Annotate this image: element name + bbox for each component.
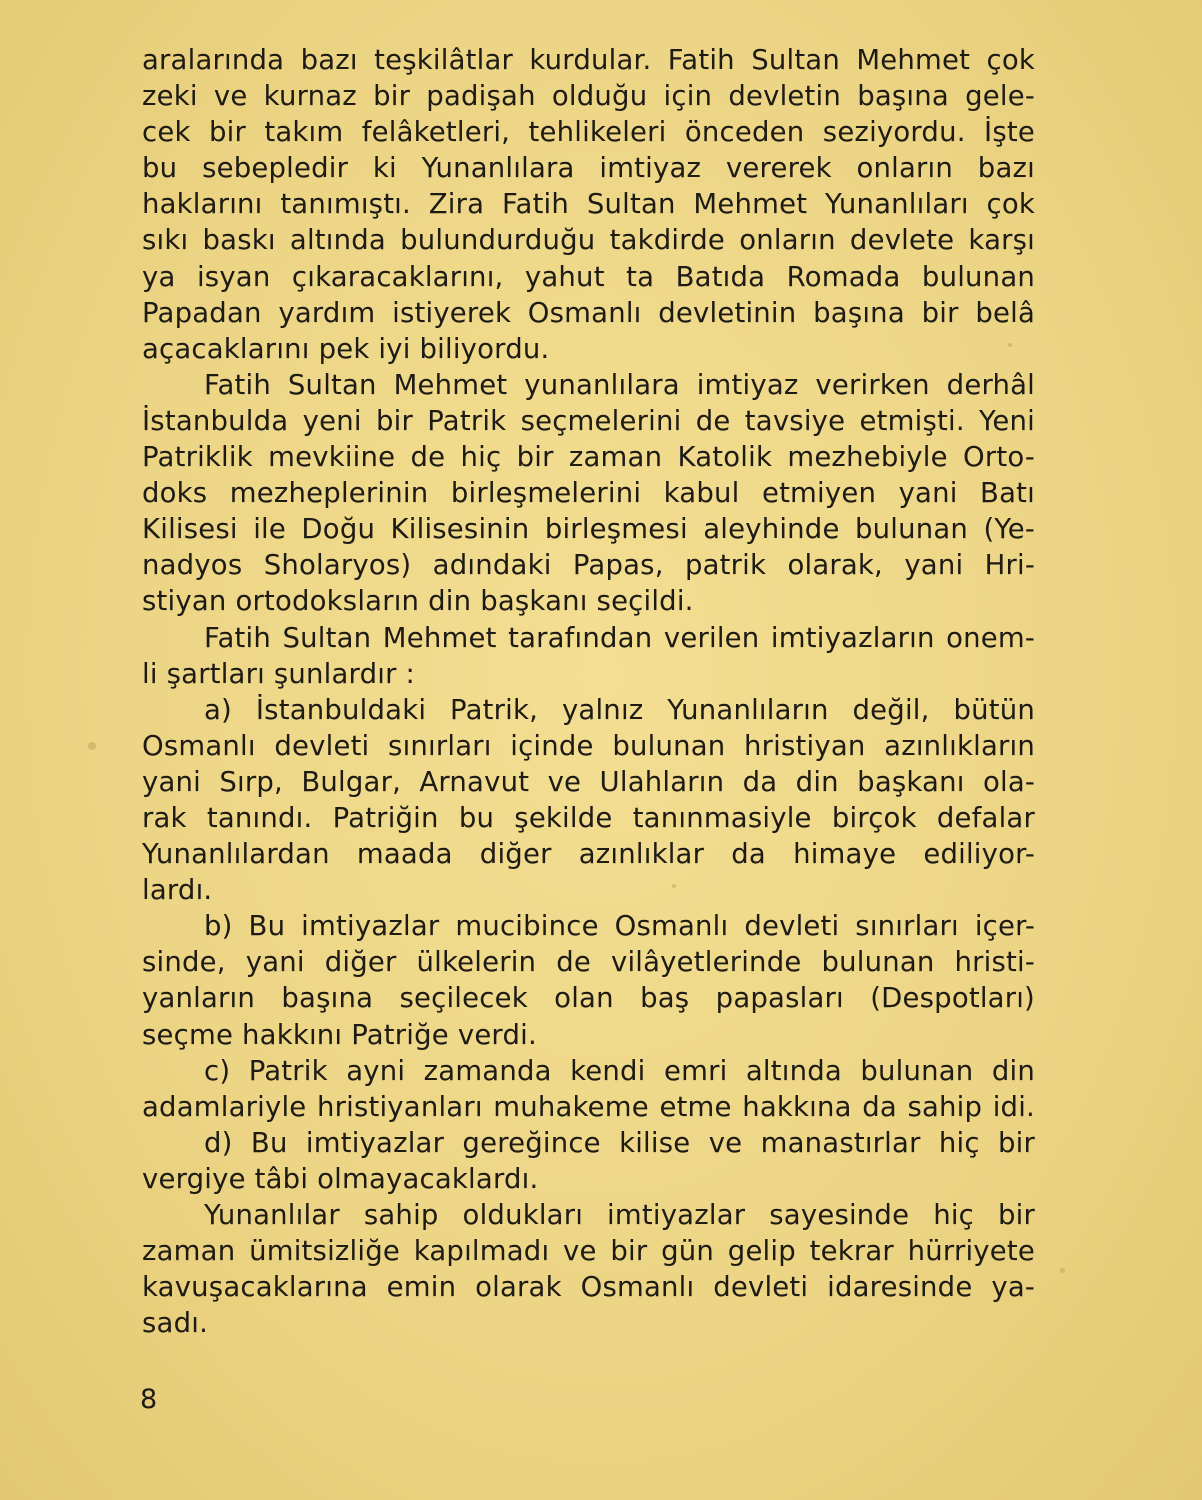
text-line: Yunanlılar sahip oldukları imtiyazlar sayesinde hiç bir [204,1199,1035,1231]
text-line: Fatih Sultan Mehmet yunanlılara imtiyaz verirken derhâl [204,368,1035,401]
text-line: vergiye tâbi olmayacaklardı. [142,1162,539,1195]
text-line: rak tanındı. Patriğin bu şekilde tanınmasiyle birçok defalar [142,801,1035,834]
text-line: Papadan yardım istiyerek Osmanlı devletinin başına bir belâ [142,296,1035,329]
text-line: b) Bu imtiyazlar mucibince Osmanlı devleti sınırları içer- [204,910,1035,943]
text-line: doks mezheplerinin birleşmelerini kabul etmiyen yani Batı [142,477,1035,510]
text-line: Kilisesi ile Doğu Kilisesinin birleşmesi aleyhinde bulunan (Ye- [142,513,1035,546]
text-line: cek bir takım felâketleri, tehlikeleri önceden seziyordu. İşte [142,116,1035,149]
text-line: a) İstanbuldaki Patrik, yalnız Yunanlıların değil, bütün [204,693,1035,726]
text-line: Fatih Sultan Mehmet tarafından verilen imtiyazların onem- [204,621,1035,654]
text-line: sinde, yani diğer ülkelerin de vilâyetlerinde bulunan hristi- [142,946,1035,979]
text-line: nadyos Sholaryos) adındaki Papas, patrik olarak, yani Hri- [142,549,1035,582]
text-line: açacaklarını pek iyi biliyordu. [142,332,550,365]
text-line: haklarını tanımıştı. Zira Fatih Sultan Mehmet Yunanlıları çok [142,188,1035,221]
text-line: Patriklik mevkiine de hiç bir zaman Katolik mezhebiyle Orto- [142,441,1035,474]
page-number: 8 [140,1384,158,1415]
text-line: zaman ümitsizliğe kapılmadı ve bir gün gelip tekrar hürriyete [142,1235,1035,1268]
text-line: zeki ve kurnaz bir padişah olduğu için devletin başına gele- [142,80,1035,113]
text-line: lardı. [142,874,213,907]
text-line: İstanbulda yeni bir Patrik seçmelerini de tavsiye etmişti. Yeni [142,404,1035,437]
text-line: kavuşacaklarına emin olarak Osmanlı devleti idaresinde ya- [142,1271,1035,1304]
text-line: yanların başına seçilecek olan baş papasları (Despotları) [142,982,1035,1015]
text-line: c) Patrik ayni zamanda kendi emri altında bulunan din [204,1054,1035,1087]
text-line: aralarında bazı teşkilâtlar kurdular. Fatih Sultan Mehmet çok [142,44,1035,76]
paper-speck [88,742,96,750]
text-line: bu sebepledir ki Yunanlılara imtiyaz vererek onların bazı [142,152,1035,185]
text-line: sıkı baskı altında bulundurduğu takdirde onların devlete karşı [142,224,1035,257]
text-line: stiyan ortodoksların din başkanı seçildi. [142,585,694,618]
text-line: Yunanlılardan maada diğer azınlıklar da himaye ediliyor- [142,838,1035,871]
text-line: seçme hakkını Patriğe verdi. [142,1018,537,1051]
text-line: ya isyan çıkaracaklarını, yahut ta Batıda Romada bulunan [142,260,1035,293]
text-line: d) Bu imtiyazlar gereğince kilise ve manastırlar hiç bir [204,1126,1035,1159]
text-line: li şartları şunlardır : [142,657,415,690]
text-line: sadı. [142,1307,209,1340]
text-line: adamlariyle hristiyanları muhakeme etme hakkına da sahip idi. [142,1090,1035,1123]
text-line: yani Sırp, Bulgar, Arnavut ve Ulahların da din başkanı ola- [142,765,1035,798]
paper-speck [1060,1268,1065,1273]
body-text [142,42,1035,1341]
text-line: Osmanlı devleti sınırları içinde bulunan hristiyan azınlıkların [142,729,1035,762]
